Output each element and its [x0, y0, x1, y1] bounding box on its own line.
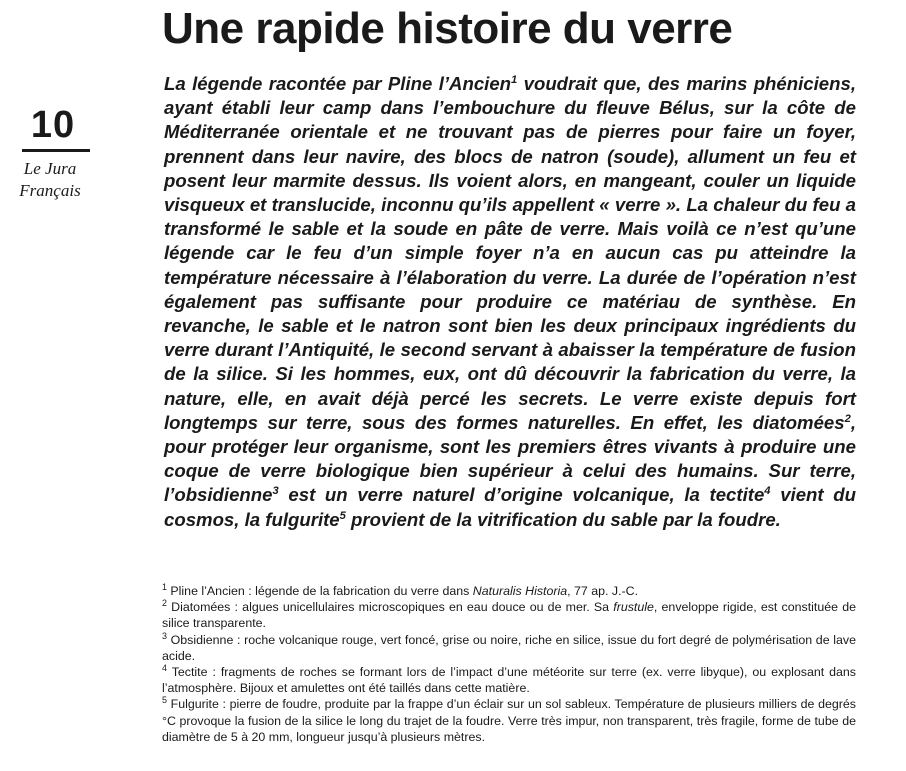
footnotes — [162, 583, 856, 745]
body-text: , pour protéger leur organisme, sont les premiers êtres vivants à produire une coque de verre biologique bien supérieur à celui des humains. Sur terre, l’obsidienne — [164, 411, 856, 506]
footnote-3 — [162, 632, 856, 664]
footnote-text: Diatomées : algues unicellulaires microscopiques en eau douce ou de mer. Sa — [166, 600, 614, 615]
footnote-ref-1: 1 — [511, 73, 518, 86]
body-text: vient du cosmos, la fulgurite — [164, 484, 856, 530]
footnote-italic: Naturalis Historia — [472, 584, 568, 598]
page-number-rule — [22, 149, 90, 152]
body-text: La légende racontée par Pline l’Ancien — [164, 73, 512, 94]
magazine-name-line2: Français — [19, 181, 81, 200]
footnote-5 — [162, 696, 856, 745]
footnote-text: , 77 ap. J.-C. — [567, 584, 639, 598]
footnote-ref-5: 5 — [339, 509, 346, 522]
article-body — [164, 72, 856, 532]
body-text: provient de la vitrification du sable par la foudre. — [345, 508, 781, 530]
footnote-number: 4 — [162, 662, 167, 673]
page-number: 10 — [30, 104, 76, 146]
article-paragraph — [164, 72, 856, 532]
footnote-number: 2 — [162, 598, 167, 609]
body-text: est un verre naturel d’origine volcanique, la tectite — [278, 484, 765, 506]
magazine-name — [0, 158, 100, 202]
footnote-text: Fulgurite : pierre de foudre, produite par la frappe d’un éclair sur un sol sableux. Température de plusieurs milliers de degrés °C provoque la fusion de la silice le long du trajet de la foudre. Verre très impur, non transparent, très fragile, forme de tube de diamètre de 5 à 20 mm, longueur jusqu’à plusieurs mètres. — [162, 697, 856, 744]
footnote-number: 1 — [162, 581, 167, 592]
footnote-2 — [162, 599, 856, 631]
footnote-text: Obsidienne : roche volcanique rouge, vert foncé, grise ou noire, riche en silice, issue du fort degré de polymérisation de lave acide. — [162, 632, 856, 663]
footnote-number: 3 — [162, 630, 167, 641]
footnote-text: , enveloppe rigide, est constituée de silice transparente. — [162, 600, 856, 631]
footnote-number: 5 — [162, 695, 167, 706]
magazine-name-line1: Le Jura — [23, 159, 77, 178]
article-title: Une rapide histoire du verre — [162, 4, 733, 53]
footnote-text: Tectite : fragments de roches se formant lors de l’impact d’une météorite sur terre (ex. verre libyque), ou explosant dans l’atmosphère. Bijoux et amulettes ont été taillés dans cette matière. — [162, 665, 856, 696]
footnote-italic: frustule — [613, 600, 654, 615]
footnote-ref-3: 3 — [272, 485, 279, 498]
footnote-ref-2: 2 — [844, 412, 851, 425]
footnote-4 — [162, 664, 856, 696]
page-sidebar — [0, 104, 100, 202]
body-text: voudrait que, des marins phéniciens, ayant établi leur camp dans l’embouchure du fleuve Bélus, sur la côte de Méditerranée orientale et ne trouvant pas de pierres pour faire un foyer, prennent dans leur navire, des blocs de natron (soude), allument un feu et posent leur marmite dessus. Ils voient alors, en mangeant, couler un liquide visqueux et translucide, inconnu qu’ils appellent « verre ». La chaleur du feu a transformé le sable et la soude en pâte de verre. Mais voilà ce n’est qu’une légende car le feu d’un simple foyer n’a en aucun cas pu atteindre la température nécessaire à l’élaboration du verre. La durée de l’opération n’est également pas suffisante pour produire ce matériau de synthèse. En revanche, le sable et le natron sont bien les deux principaux ingrédients du verre durant l’Antiquité, le second servant à abaisser la température de fusion de la silice. Si les hommes, eux, ont dû découvrir la fabrication du verre, la nature, elle, en avait déjà percé les secrets. Le verre existe depuis fort longtemps sur terre, sous des formes naturelles. En effet, les diatomées — [164, 73, 856, 433]
footnote-ref-4: 4 — [764, 485, 771, 498]
footnote-1 — [162, 583, 856, 599]
footnote-text: Pline l’Ancien : légende de la fabrication du verre dans — [166, 584, 473, 598]
